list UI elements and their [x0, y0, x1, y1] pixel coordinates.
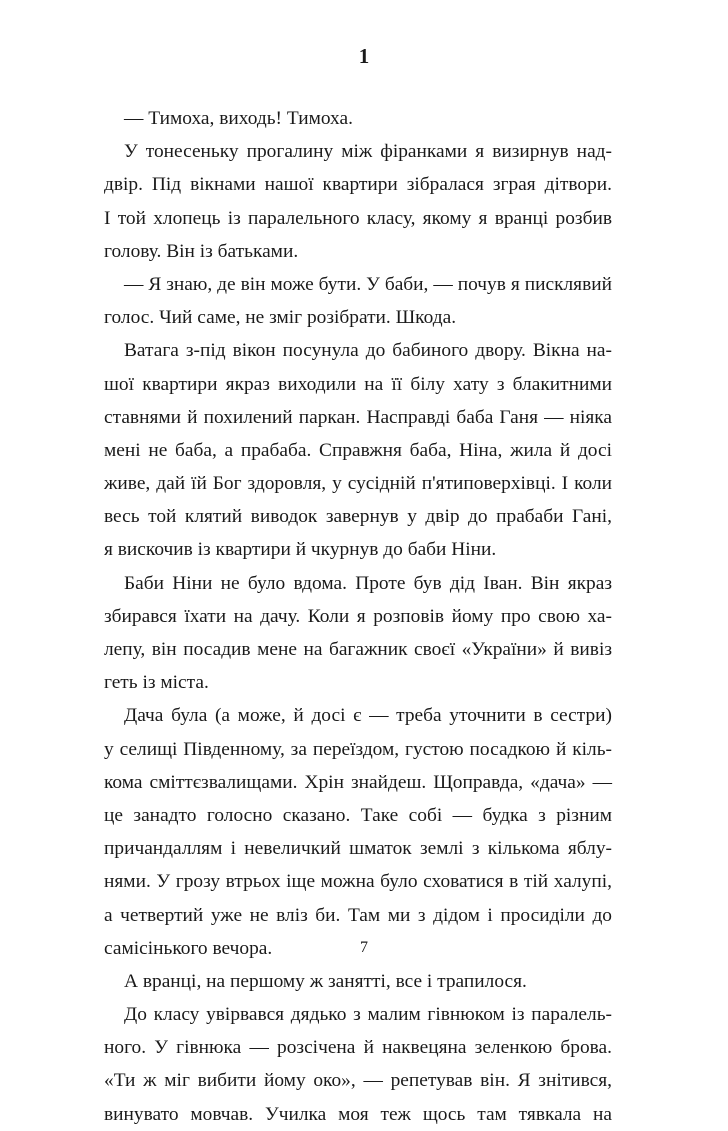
paragraph: [104, 567, 612, 700]
paragraph: [104, 699, 612, 965]
text-line: кома сміттєзвалищами. Хрін знайдеш. Щоправда, «дача» —: [104, 771, 612, 793]
text-line: І той хлопець із паралельного класу, якому я вранці розбив: [104, 207, 612, 229]
text-line: причандаллям і невеличкий шматок землі з кількома яблу-: [104, 838, 612, 860]
text-line: у селищі Південному, за переїздом, густою посадкою й кіль-: [104, 738, 612, 760]
text-line: лепу, він посадив мене на багажник своєї «України» й вивіз: [104, 639, 612, 660]
paragraph: [104, 334, 612, 566]
text-line: самісінького вечора.: [104, 937, 273, 959]
text-line: нями. У грозу втрьох іще можна було сховатися в тій халупі,: [104, 871, 612, 893]
page-number: 7: [360, 939, 368, 956]
text-line: «Ти ж міг вибити йому око», — репетував він. Я знітився,: [104, 1070, 612, 1092]
text-line: весь той клятий виводок завернув у двір до прабаби Гані,: [104, 506, 612, 528]
text-line: До класу увірвався дядько з малим гівнюком із паралель-: [124, 1004, 612, 1026]
text-line: збирався їхати на дачу. Коли я розповів йому про свою ха-: [104, 605, 612, 627]
text-line: мені не баба, а прабаба. Справжня баба, Ніна, жила й досі: [104, 439, 612, 461]
text-line: — Я знаю, де він може бути. У баби, — почув я писклявий: [124, 273, 612, 295]
text-line: голову. Він із батьками.: [104, 240, 299, 262]
text-line: Баби Ніни не було вдома. Проте був дід Іван. Він якраз: [124, 572, 612, 594]
text-line: шої квартири якраз виходили на її білу хату з блакитними: [104, 373, 612, 395]
text-line: а четвертий уже не вліз би. Там ми з дідом і просиділи до: [104, 904, 612, 926]
text-line: Ватага з-під вікон посунула до бабиного двору. Вікна на-: [124, 340, 612, 362]
text-line: двір. Під вікнами нашої квартири зібралася зграя дітвори.: [104, 174, 612, 196]
text-line: геть із міста.: [104, 672, 209, 694]
text-line: ного. У гівнюка — розсічена й наквецяна зеленкою брова.: [104, 1037, 612, 1059]
text-line: це занадто голосно сказано. Таке собі — будка з різним: [104, 804, 612, 826]
paragraph: [104, 135, 612, 268]
text-line: Дача була (а може, й досі є — треба уточнити в сестри): [124, 705, 612, 727]
text-line: голос. Чий саме, не зміг розібрати. Шкода.: [104, 307, 457, 329]
chapter-number: 1: [358, 44, 370, 68]
paragraph: [104, 102, 612, 135]
text-line: ставнями й похилений паркан. Насправді баба Ганя — ніяка: [104, 406, 612, 428]
text-line: винувато мовчав. Училка моя теж щось там тявкала на: [104, 1103, 612, 1125]
text-line: У тонесеньку прогалину між фіранками я визирнув над-: [124, 141, 612, 163]
paragraph: [104, 965, 612, 998]
paragraph: [104, 998, 612, 1131]
text-line: — Тимоха, виходь! Тимоха.: [124, 108, 353, 129]
body-text: [104, 102, 612, 1131]
paragraph: [104, 268, 612, 334]
text-line: А вранці, на першому ж занятті, все і трапилося.: [124, 970, 527, 992]
text-line: я вискочив із квартири й чкурнув до баби Ніни.: [104, 539, 497, 561]
text-line: живе, дай їй Бог здоровля, у сусідній п'ятиповерхівці. І коли: [104, 473, 612, 495]
